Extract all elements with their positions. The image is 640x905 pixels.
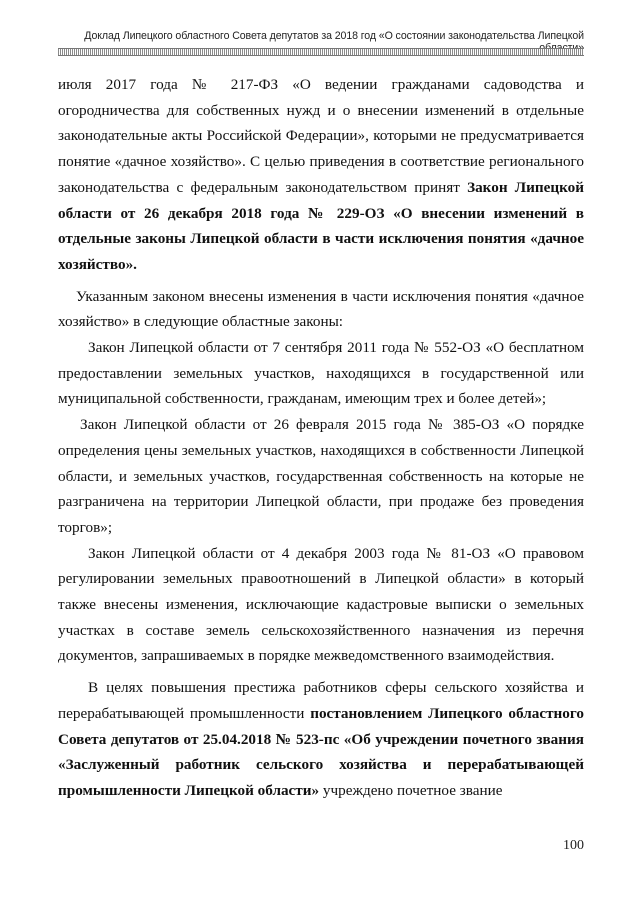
paragraph-4: Закон Липецкой области от 26 февраля 2015 года № 385-ОЗ «О порядке определения цены земельных участков, находящихся в собственности Липецкой области, и земельных участков, государственная собственность на которые не разграничена на территории Липецкой области, при продаже без проведения торгов»; — [58, 416, 584, 536]
paragraph-1 — [58, 72, 584, 278]
page-number: 100 — [563, 838, 584, 853]
header-divider — [58, 48, 584, 56]
paragraph-1-law-title: Закон Липецкой области от 26 декабря 2018 года № 229-ОЗ «О внесении изменений в отдельные законы Липецкой области в части исключения понятия «дачное хозяйство». — [58, 178, 584, 273]
paragraph-6 — [58, 675, 584, 804]
paragraph-3: Закон Липецкой области от 7 сентября 2011 года № 552-ОЗ «О бесплатном предоставлении земельных участков, находящихся в государственной или муниципальной собственности, гражданам, имеющим трех и более детей»; — [58, 339, 584, 408]
paragraph-2: Указанным законом внесены изменения в части исключения понятия «дачное хозяйство» в следующие областные законы: — [58, 287, 584, 331]
paragraph-5: Закон Липецкой области от 4 декабря 2003 года № 81-ОЗ «О правовом регулировании земельных правоотношений в Липецкой области» в который также внесены изменения, исключающие кадастровые выписки о земельных участках в составе земель сельскохозяйственного назначения из перечня документов, запрашиваемых в порядке межведомственного взаимодействия. — [58, 544, 584, 665]
running-header: Доклад Липецкого областного Совета депутатов за 2018 год «О состоянии законодательства Липецкой — [84, 30, 584, 42]
document-body — [58, 72, 584, 804]
paragraph-1-text: июля 2017 года № 217-ФЗ «О ведении гражданами садоводства и огородничества для собственных нужд и о внесении изменений в отдельные законодательные акты Российской Федерации», которыми не предусматривается понятие «дачное хозяйство». С целью приведения в соответствие регионального законодательства с федеральным законодательством принят — [58, 76, 584, 196]
paragraph-6-text: В целях повышения престижа работников сферы сельского хозяйства и перерабатывающей промышленности — [58, 679, 584, 722]
paragraph-6-tail: учреждено почетное звание — [319, 781, 503, 799]
paragraph-6-resolution-title: постановлением Липецкого областного Совета депутатов от 25.04.2018 № 523-пс «Об учреждении почетного звания «Заслуженный работник сельского хозяйства и перерабатывающей промышленности Липецкой области» — [58, 704, 584, 799]
